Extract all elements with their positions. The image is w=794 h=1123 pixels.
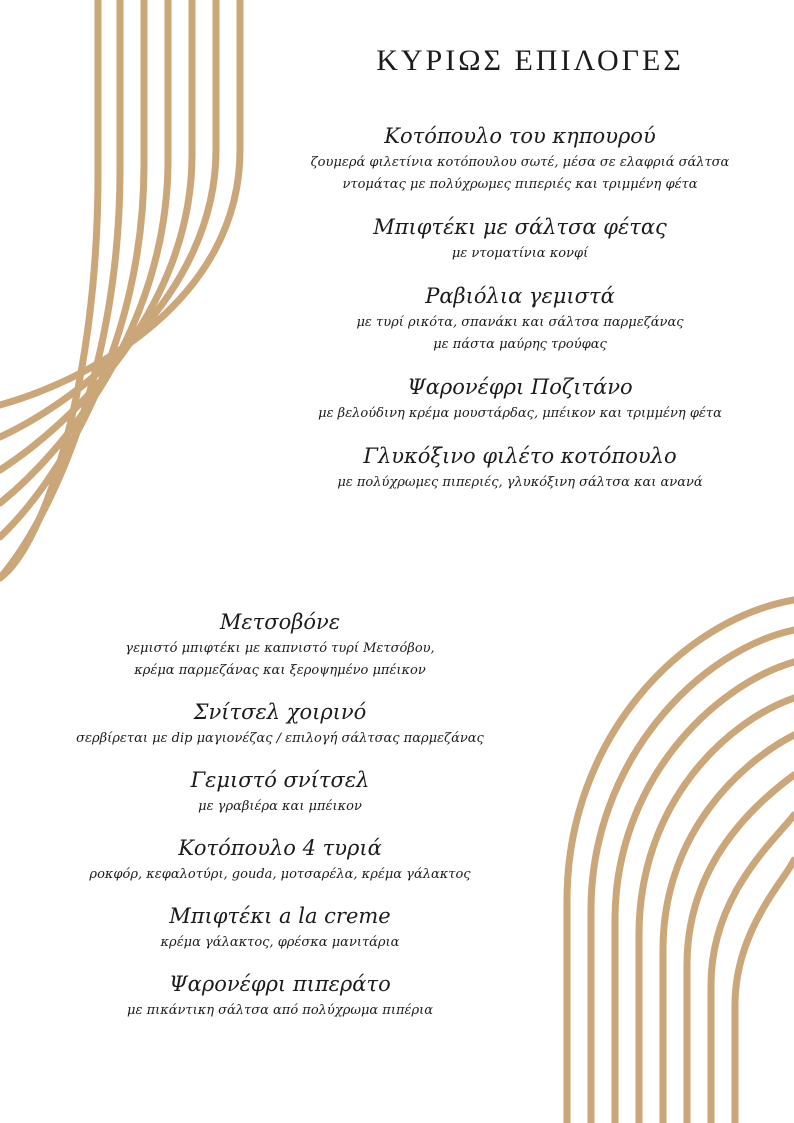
menu-item-description: με ντοματίνια κονφί [451, 246, 589, 261]
menu-item-name: Ψαρονέφρι Ποζιτάνο [407, 375, 633, 399]
menu-item-description: σερβίρεται με dip μαγιονέζας / επιλογή σάλτσας παρμεζάνας [76, 731, 484, 746]
menu-item-name: Μπιφτέκι με σάλτσα φέτας [373, 215, 667, 239]
menu-item [40, 968, 520, 1022]
menu-item-description: με τυρί ρικότα, σπανάκι και σάλτσα παρμεζάνας [356, 315, 684, 330]
menu-item-name: Κοτόπουλο 4 τυριά [178, 836, 382, 860]
menu-item-description: κρέμα γάλακτος, φρέσκα μανιτάρια [160, 935, 400, 950]
menu-item-name: Μπιφτέκι a la creme [169, 904, 391, 928]
menu-item [280, 371, 760, 425]
menu-item-description: με γραβιέρα και μπέικον [198, 799, 362, 814]
menu-item-name: Ψαρονέφρι πιπεράτο [169, 972, 391, 996]
menu-item-description: με πολύχρωμες πιπεριές, γλυκόξινη σάλτσα και ανανά [337, 475, 703, 490]
menu-item-name: Μετσοβόνε [219, 610, 341, 634]
menu-item-description: με πικάντικη σάλτσα από πολύχρωμα πιπέρια [127, 1003, 433, 1018]
menu-section-top [280, 120, 760, 509]
menu-item-name: Γεμιστό σνίτσελ [190, 768, 370, 792]
gold-arch-stripe [735, 860, 794, 1123]
gold-arch-stripe [687, 775, 794, 1123]
menu-item-description: γεμιστό μπιφτέκι με καπνιστό τυρί Μετσόβου, [125, 641, 435, 656]
menu-item-name: Γλυκόξινο φιλέτο κοτόπουλο [363, 444, 677, 468]
menu-item-description: ζουμερά φιλετίνια κοτόπουλου σωτέ, μέσα σε ελαφριά σάλτσα [310, 155, 730, 170]
menu-item-description: με βελούδινη κρέμα μουστάρδας, μπέικον και τριμμένη φέτα [318, 406, 722, 421]
menu-item [40, 764, 520, 818]
gold-arch-stripe [711, 815, 794, 1123]
menu-item-description: κρέμα παρμεζάνας και ξεροψημένο μπέικον [134, 663, 426, 678]
menu-item [40, 606, 520, 682]
menu-item [280, 280, 760, 356]
menu-item [280, 211, 760, 265]
menu-item [40, 696, 520, 750]
menu-item-name: Σνίτσελ χοιρινό [193, 700, 367, 724]
menu-item-description: ντομάτας με πολύχρωμες πιπεριές και τριμμένη φέτα [342, 177, 698, 192]
menu-item [40, 900, 520, 954]
menu-section-bottom [40, 606, 520, 1036]
menu-item [40, 832, 520, 886]
menu-title: ΚΥΡΙΩΣ ΕΠΙΛΟΓΕΣ [376, 44, 684, 77]
menu-item-name: Ραβιόλια γεμιστά [425, 284, 615, 308]
menu-item-description: με πάστα μαύρης τρούφας [433, 337, 607, 352]
menu-item [280, 120, 760, 196]
menu-item [280, 440, 760, 494]
menu-item-name: Κοτόπουλο του κηπουρού [384, 124, 656, 148]
menu-item-description: ροκφόρ, κεφαλοτύρι, gouda, μοτσαρέλα, κρέμα γάλακτος [89, 867, 471, 882]
